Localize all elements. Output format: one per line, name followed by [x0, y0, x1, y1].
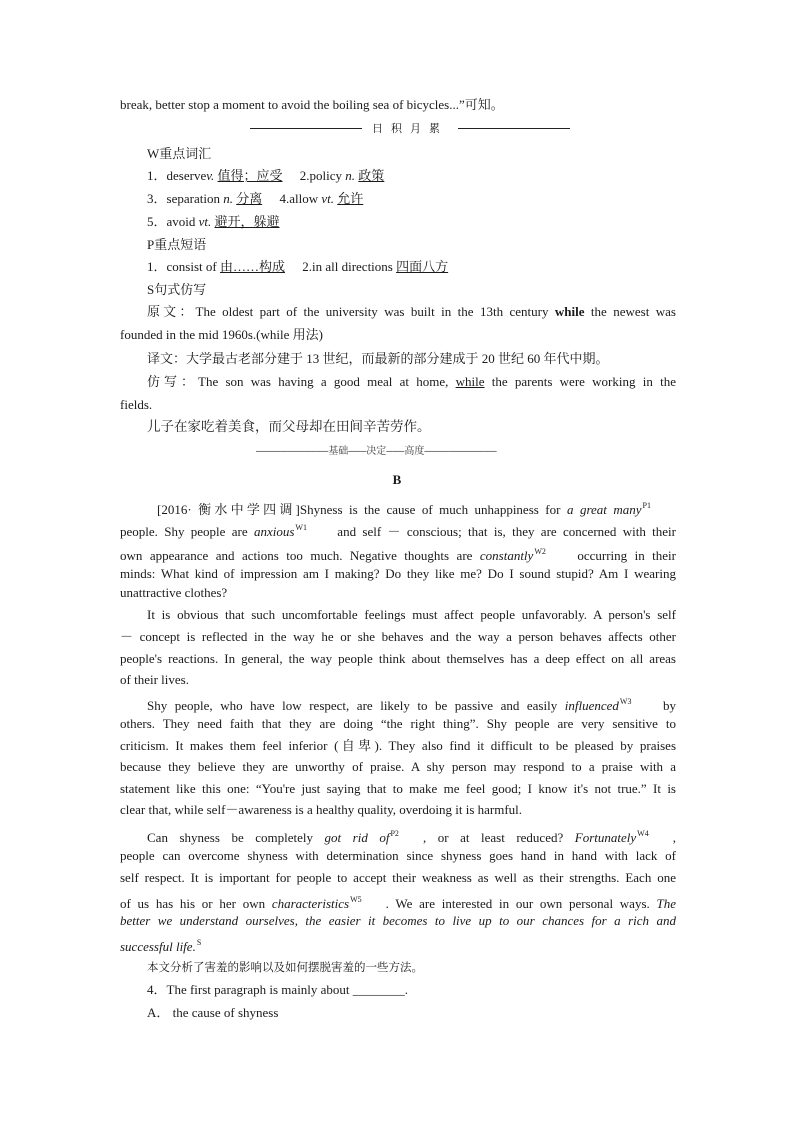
passage-text: . We are interested in our own personal ways. — [385, 896, 657, 911]
vocab-heading: W重点词汇 — [147, 146, 212, 161]
vocab-meaning: 允许 — [337, 191, 364, 206]
vocab-word: policy — [309, 168, 343, 183]
translation-line — [147, 350, 676, 368]
passage-line: statement like this one: “You're just saying that to make me feel good; I know it's not true.” It is — [120, 781, 676, 796]
passage-text: Shy people, who have low respect, are likely to be passive and easily — [147, 698, 565, 713]
annotated-phrase: a great many — [566, 502, 642, 517]
annotated-word: characteristics — [271, 896, 350, 911]
banner-rule-right — [458, 128, 570, 129]
summary-chinese: 本文分析了害羞的影响以及如何摆脱害羞的一些方法。 — [147, 960, 423, 974]
vocab-num: 2. — [299, 168, 310, 183]
annotation-mark: P1 — [642, 501, 651, 510]
passage-line: because they believe they are unworthy of praise. A shy person may respond to a praise with a — [120, 759, 676, 774]
question-text: The first paragraph is mainly about ________. — [166, 982, 409, 997]
annotated-sentence: The — [656, 896, 676, 911]
passage-line — [147, 825, 676, 847]
phrase-meaning: 四面八方 — [396, 259, 449, 274]
vocab-pos: v. — [206, 168, 215, 183]
vocab-meaning: 避开，躲避 — [214, 214, 280, 229]
annotated-word: Fortunately — [574, 830, 637, 845]
annotated-word: anxious — [253, 524, 295, 539]
passage-text: of us has his or her own — [120, 896, 272, 911]
imitation-line-2: fields. — [120, 397, 153, 412]
passage-line — [120, 543, 676, 565]
banner-title: 日积月累 — [372, 122, 448, 135]
passage-line: minds: What kind of impression am I making? Do they like me? Do I sound stupid? Am I wearing — [120, 566, 676, 581]
annotated-phrase: got rid of — [324, 830, 390, 845]
imitation-label: 仿写： — [147, 374, 198, 389]
passage-text: occurring in their — [569, 548, 676, 563]
original-text-b: the newest was — [584, 304, 676, 319]
keyword-while: while — [554, 304, 585, 319]
phrase-meaning: 由……构成 — [219, 259, 285, 274]
original-text-a: The oldest part of the university was built in the 13th century — [195, 304, 555, 319]
vocab-pos: n. — [345, 168, 356, 183]
option-a: A． the cause of shyness — [147, 1005, 279, 1020]
passage-line: It is obvious that such uncomfortable feelings must affect people unfavorably. A person's self — [147, 607, 676, 622]
vocab-row-3 — [147, 213, 676, 231]
annotated-word: influenced — [564, 698, 619, 713]
annotation-mark: W1 — [295, 523, 307, 532]
annotation-mark: W2 — [534, 547, 546, 556]
annotation-mark: W3 — [619, 697, 632, 706]
vocab-num: 4. — [279, 191, 290, 206]
passage-line: unattractive clothes? — [120, 585, 228, 600]
vocab-meaning: 政策 — [358, 168, 385, 183]
divider-line: ————————————基础———决定———高度———————————— — [256, 446, 497, 457]
passage-line: criticism. It makes them feel inferior (自卑). They also find it difficult to be pleased by praises — [120, 738, 676, 753]
passage-line: people's reactions. In general, the way people think about themselves has a deep effect on all areas — [120, 651, 676, 666]
original-label: 原文： — [147, 304, 196, 319]
passage-line: of their lives. — [120, 672, 189, 687]
vocab-word: deserve — [166, 168, 207, 183]
translation-label: 译文： — [147, 351, 187, 366]
daily-accumulation-banner — [250, 119, 570, 137]
section-label: B — [392, 472, 402, 487]
imitation-line — [147, 373, 676, 391]
passage-text: Shyness is the cause of much unhappiness for — [299, 502, 567, 517]
passage-text: , or at least reduced? — [422, 830, 575, 845]
imitation-keyword: while — [455, 374, 485, 389]
phrases-heading: P重点短语 — [147, 237, 207, 252]
passage-line: self respect. It is important for people to accept their weakness as well as their strengths. Each one — [120, 870, 676, 885]
vocab-row-2 — [147, 190, 676, 208]
passage-text: Can shyness be completely — [147, 830, 325, 845]
annotation-mark: W4 — [637, 829, 649, 838]
passage-text: and self － conscious; that is, they are concerned with their — [330, 524, 677, 539]
original-sentence-line — [147, 303, 676, 321]
question-4 — [147, 981, 676, 999]
vocab-meaning: 分离 — [236, 191, 263, 206]
phrase-num: 2. — [302, 259, 312, 274]
passage-line — [120, 519, 676, 541]
phrase-num: 1． — [147, 259, 167, 274]
question-number: 4． — [147, 982, 167, 997]
banner-rule-left — [250, 128, 362, 129]
annotation-mark: S — [196, 938, 202, 947]
annotated-word: constantly — [479, 548, 534, 563]
annotation-mark: P2 — [390, 829, 399, 838]
vocab-num: 3． — [147, 191, 167, 206]
translation-text: 大学最古老部分建于 13 世纪，而最新的部分建成于 20 世纪 60 年代中期。 — [186, 351, 609, 366]
passage-text: , — [672, 830, 676, 845]
passage-line: others. They need faith that they are doing “the right thing”. Shy people are very sensitive to — [120, 716, 676, 731]
passage-text: people. Shy people are — [120, 524, 254, 539]
vocab-word: allow — [289, 191, 319, 206]
imitation-text-a: The son was having a good meal at home, — [198, 374, 456, 389]
passage-line: clear that, while self－awareness is a healthy quality, overdoing it is harmful. — [120, 802, 523, 817]
source-tag: [2016· 衡水中学四调] — [157, 502, 300, 517]
passage-line — [157, 497, 651, 519]
annotation-mark: W5 — [350, 895, 362, 904]
passage-text: by — [655, 698, 676, 713]
passage-line: better we understand ourselves, the easier it becomes to live up to our chances for a rich and — [120, 913, 676, 928]
vocab-word: separation — [166, 191, 220, 206]
phrase-text: in all directions — [311, 259, 393, 274]
imitation-text-b: the parents were working in the — [484, 374, 676, 389]
phrase-text: consist of — [166, 259, 217, 274]
annotated-sentence: successful life. — [120, 939, 196, 954]
passage-text: own appearance and actions too much. Negative thoughts are — [120, 548, 480, 563]
vocab-pos: vt. — [321, 191, 334, 206]
intro-line: break, better stop a moment to avoid the boiling sea of bicycles...”可知。 — [120, 97, 504, 112]
sentence-heading: S句式仿写 — [147, 282, 207, 297]
original-sentence-line-2: founded in the mid 1960s.(while 用法) — [120, 327, 323, 342]
passage-line — [120, 934, 676, 956]
passage-line — [147, 693, 676, 715]
vocab-meaning: 值得；应受 — [217, 168, 283, 183]
passage-line: － concept is reflected in the way he or she behaves and the way a person behaves affects other — [120, 629, 676, 644]
passage-line: people can overcome shyness with determination since shyness goes hand in hand with lack of — [120, 848, 676, 863]
vocab-pos: vt. — [198, 214, 212, 229]
vocab-num: 5． — [147, 214, 167, 229]
phrases-row — [147, 258, 676, 276]
vocab-num: 1． — [147, 168, 167, 183]
vocab-pos: n. — [223, 191, 233, 206]
passage-line — [120, 891, 676, 913]
vocab-word: avoid — [166, 214, 196, 229]
vocab-row-1 — [147, 167, 676, 185]
imitation-chinese: 儿子在家吃着美食，而父母却在田间辛苦劳作。 — [147, 419, 431, 434]
